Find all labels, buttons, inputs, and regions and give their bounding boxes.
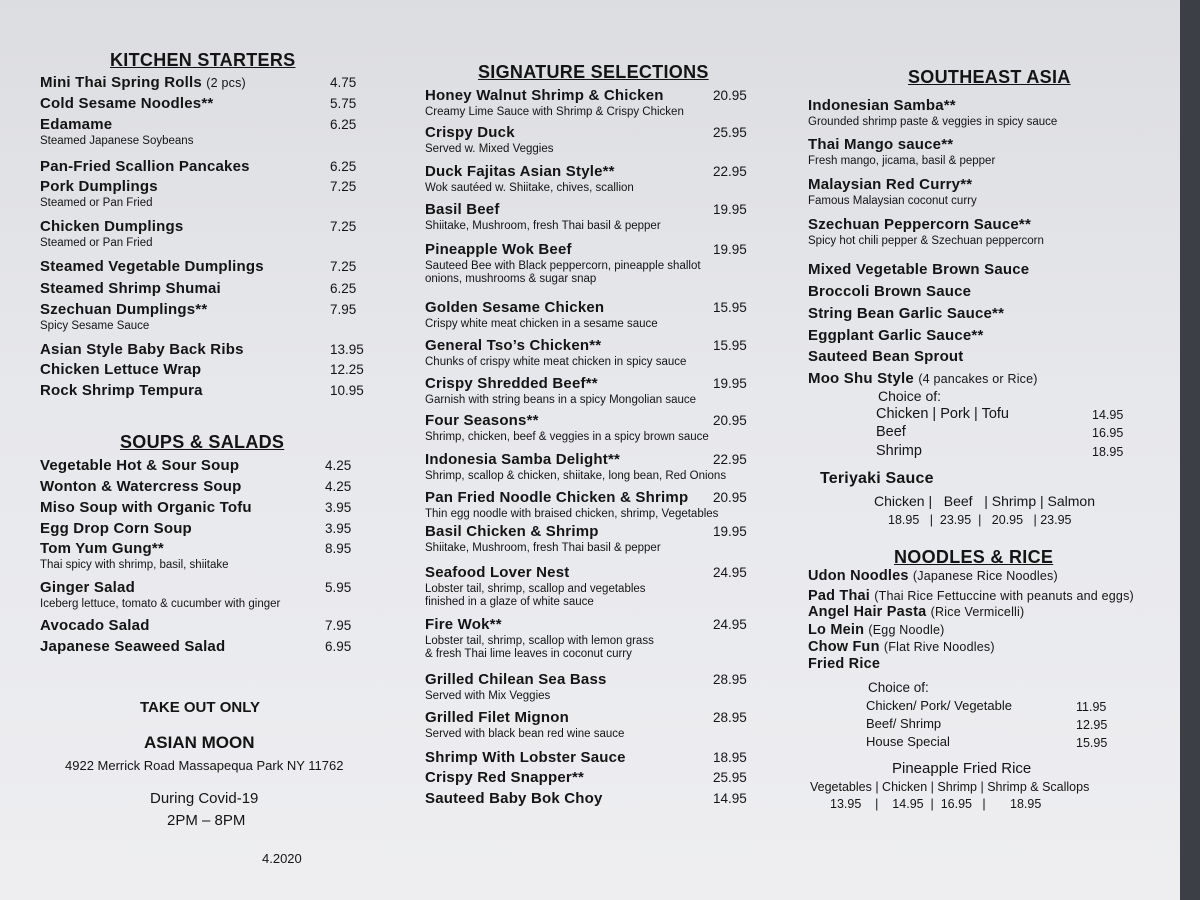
item-description: onions, mushrooms & sugar snap xyxy=(425,273,597,285)
item-description: Sauteed Bee with Black peppercorn, pineapple shallot xyxy=(425,260,701,272)
menu-item xyxy=(425,564,770,608)
item-name xyxy=(808,283,971,300)
item-name-text: Basil Beef xyxy=(425,201,500,218)
item-name-text: Sauteed Bean Sprout xyxy=(808,348,964,365)
item-name xyxy=(808,656,880,672)
item-name xyxy=(808,136,953,153)
item-note: (Japanese Rice Noodles) xyxy=(912,569,1058,583)
item-name-text: Fire Wok** xyxy=(425,616,502,633)
hours: 2PM – 8PM xyxy=(167,812,246,829)
item-name-text: Duck Fajitas Asian Style** xyxy=(425,163,615,180)
take-out-only: TAKE OUT ONLY xyxy=(140,699,261,716)
item-description: Famous Malaysian coconut curry xyxy=(808,195,977,207)
menu-item xyxy=(808,621,1148,639)
menu-item xyxy=(425,790,770,808)
item-price: 28.95 xyxy=(713,672,747,687)
item-name-text: Indonesian Samba** xyxy=(808,97,956,114)
item-name xyxy=(40,457,239,474)
menu-item xyxy=(808,283,1148,301)
item-description: Chunks of crispy white meat chicken in spicy sauce xyxy=(425,356,687,368)
menu-item xyxy=(40,520,370,538)
item-name xyxy=(40,341,244,358)
menu-item xyxy=(40,499,370,517)
item-name-text: Pan-Fried Scallion Pancakes xyxy=(40,158,250,175)
item-price: 20.95 xyxy=(713,88,747,103)
item-name-text: Japanese Seaweed Salad xyxy=(40,638,226,655)
item-name-text: Steamed Vegetable Dumplings xyxy=(40,258,264,275)
item-description: Steamed or Pan Fried xyxy=(40,237,153,249)
item-note: (2 pcs) xyxy=(206,76,246,90)
item-name xyxy=(808,568,1058,584)
item-price: 4.25 xyxy=(325,479,352,494)
item-name-text: Miso Soup with Organic Tofu xyxy=(40,499,252,516)
item-name xyxy=(40,520,192,537)
item-price: 8.95 xyxy=(325,541,352,556)
item-name xyxy=(425,790,603,807)
item-name xyxy=(808,588,1134,604)
item-price: 19.95 xyxy=(713,524,747,539)
item-price: 6.25 xyxy=(330,159,357,174)
item-description: finished in a glaze of white sauce xyxy=(425,596,594,608)
restaurant-name: ASIAN MOON xyxy=(144,733,255,752)
menu-item xyxy=(808,370,1148,388)
item-price: 22.95 xyxy=(713,452,747,467)
item-price: 7.95 xyxy=(325,618,352,633)
signature-selections-title: SIGNATURE SELECTIONS xyxy=(478,62,709,82)
menu-item xyxy=(40,280,370,298)
item-note: (Rice Vermicelli) xyxy=(930,605,1025,619)
item-name xyxy=(425,412,539,429)
item-name xyxy=(808,604,1024,620)
item-description: Thai spicy with shrimp, basil, shiitake xyxy=(40,559,229,571)
item-description: Grounded shrimp paste & veggies in spicy sauce xyxy=(808,116,1058,128)
item-price: 13.95 xyxy=(330,342,364,357)
item-price: 7.25 xyxy=(330,179,357,194)
item-name xyxy=(808,639,995,655)
choice-price: 12.95 xyxy=(1076,718,1108,732)
item-description: Crispy white meat chicken in a sesame sauce xyxy=(425,318,658,330)
menu-item xyxy=(40,178,370,209)
restaurant-address: 4922 Merrick Road Massapequa Park NY 11762 xyxy=(65,758,344,773)
menu-item xyxy=(808,216,1148,247)
item-price: 5.75 xyxy=(330,96,357,111)
item-price: 15.95 xyxy=(713,338,747,353)
menu-item xyxy=(425,451,770,482)
menu-item xyxy=(425,299,770,330)
item-description: Served with black bean red wine sauce xyxy=(425,728,625,740)
item-description: Shrimp, chicken, beef & veggies in a spicy brown sauce xyxy=(425,431,709,443)
item-description: Garnish with string beans in a spicy Mongolian sauce xyxy=(425,394,697,406)
item-name xyxy=(40,638,225,655)
menu-item xyxy=(425,489,770,520)
item-name xyxy=(808,216,1031,233)
item-name-text: Crispy Shredded Beef** xyxy=(425,375,598,392)
item-price: 10.95 xyxy=(330,383,364,398)
item-description: Iceberg lettuce, tomato & cucumber with ginger xyxy=(40,598,281,610)
item-name xyxy=(425,489,688,506)
choice-option: Chicken/ Pork/ Vegetable xyxy=(866,698,1012,713)
item-description: Shiitake, Mushroom, fresh Thai basil & pepper xyxy=(425,220,661,232)
menu-item xyxy=(808,348,1148,366)
pineapple-options: Vegetables | Chicken | Shrimp | Shrimp & Scallops xyxy=(810,780,1090,794)
choice-price: 16.95 xyxy=(1092,426,1124,440)
item-name xyxy=(40,382,203,399)
item-price: 3.95 xyxy=(325,521,352,536)
item-name-text: Vegetable Hot & Sour Soup xyxy=(40,457,240,474)
item-name-text: Fried Rice xyxy=(808,656,881,672)
item-name xyxy=(425,709,569,726)
choice-price: 18.95 xyxy=(1092,445,1124,459)
item-price: 14.95 xyxy=(713,791,747,806)
teriyaki-options: Chicken | Beef | Shrimp | Salmon xyxy=(874,493,1095,509)
item-price: 19.95 xyxy=(713,376,747,391)
choice-price: 15.95 xyxy=(1076,736,1108,750)
item-name-text: Edamame xyxy=(40,116,113,133)
menu-item xyxy=(40,638,370,656)
item-name-text: Pan Fried Noodle Chicken & Shrimp xyxy=(425,489,689,506)
item-price: 7.95 xyxy=(330,302,357,317)
item-price: 12.25 xyxy=(330,362,364,377)
menu-item xyxy=(425,201,770,232)
item-name-text: Broccoli Brown Sauce xyxy=(808,283,972,300)
item-name xyxy=(425,564,569,581)
menu-item xyxy=(425,163,770,194)
item-name xyxy=(425,671,607,688)
item-name-text: Golden Sesame Chicken xyxy=(425,299,605,316)
item-name xyxy=(425,241,572,258)
noodles-choice-label: Choice of: xyxy=(868,680,929,695)
item-name-text: Grilled Filet Mignon xyxy=(425,709,569,726)
menu-item xyxy=(425,749,770,767)
menu-item xyxy=(808,305,1148,323)
item-name xyxy=(425,124,515,141)
item-name xyxy=(40,116,112,133)
item-name xyxy=(425,87,664,104)
choice-option: Shrimp xyxy=(876,443,922,459)
item-name xyxy=(425,201,500,218)
item-description: Steamed or Pan Fried xyxy=(40,197,153,209)
item-description: Shiitake, Mushroom, fresh Thai basil & pepper xyxy=(425,542,661,554)
menu-item xyxy=(425,375,770,406)
menu-item xyxy=(40,478,370,496)
item-price: 7.25 xyxy=(330,219,357,234)
menu-item xyxy=(425,616,770,660)
item-price: 20.95 xyxy=(713,490,747,505)
item-name-text: Chow Fun xyxy=(808,639,880,655)
item-name xyxy=(40,95,213,112)
menu-item xyxy=(40,579,370,610)
item-description: Steamed Japanese Soybeans xyxy=(40,135,194,147)
item-name-text: Four Seasons** xyxy=(425,412,539,429)
item-name-text: Honey Walnut Shrimp & Chicken xyxy=(425,87,664,104)
menu-item xyxy=(808,261,1148,279)
item-price: 24.95 xyxy=(713,565,747,580)
item-name-text: Pork Dumplings xyxy=(40,178,158,195)
item-name-text: Avocado Salad xyxy=(40,617,150,634)
item-name xyxy=(40,218,183,235)
menu-item xyxy=(40,341,370,359)
item-name-text: String Bean Garlic Sauce** xyxy=(808,305,1005,322)
item-description: Lobster tail, shrimp, scallop and vegetables xyxy=(425,583,646,595)
menu-item xyxy=(40,158,370,176)
southeast-asia-title: SOUTHEAST ASIA xyxy=(908,67,1071,87)
menu-item xyxy=(40,95,370,113)
item-name xyxy=(425,451,620,468)
menu-item xyxy=(425,523,770,554)
item-name-text: Egg Drop Corn Soup xyxy=(40,520,192,537)
choice-option: House Special xyxy=(866,734,950,749)
item-price: 24.95 xyxy=(713,617,747,632)
teriyaki-prices: 18.95 | 23.95 | 20.95 | 23.95 xyxy=(888,513,1072,527)
item-name xyxy=(40,158,250,175)
item-price: 25.95 xyxy=(713,770,747,785)
item-name-text: Rock Shrimp Tempura xyxy=(40,382,203,399)
menu-item xyxy=(425,124,770,155)
pineapple-prices: 13.95 | 14.95 | 16.95 | 18.95 xyxy=(830,797,1042,811)
item-name-text: Chicken Lettuce Wrap xyxy=(40,361,202,378)
item-name-text: Lo Mein xyxy=(808,622,865,638)
choice-option: Beef xyxy=(876,424,906,440)
item-name xyxy=(808,327,984,344)
item-description: Shrimp, scallop & chicken, shiitake, long bean, Red Onions xyxy=(425,470,727,482)
item-name xyxy=(40,499,252,516)
choice-option: Beef/ Shrimp xyxy=(866,716,942,731)
item-description: Served w. Mixed Veggies xyxy=(425,143,554,155)
item-name-text: Szechuan Peppercorn Sauce** xyxy=(808,216,1031,233)
item-name-text: Angel Hair Pasta xyxy=(808,604,927,620)
menu-item xyxy=(808,567,1148,585)
item-name xyxy=(808,176,972,193)
item-name-text: Tom Yum Gung** xyxy=(40,540,164,557)
menu-item xyxy=(808,327,1148,345)
item-name-text: Cold Sesame Noodles** xyxy=(40,95,214,112)
menu-item xyxy=(40,361,370,379)
item-price: 15.95 xyxy=(713,300,747,315)
menu-date: 4.2020 xyxy=(262,851,302,866)
menu-item xyxy=(808,655,1148,673)
item-name-text: Grilled Chilean Sea Bass xyxy=(425,671,607,688)
item-description: Lobster tail, shrimp, scallop with lemon grass xyxy=(425,635,654,647)
item-name xyxy=(425,375,598,392)
menu-item xyxy=(808,638,1148,656)
item-price: 20.95 xyxy=(713,413,747,428)
menu-item xyxy=(808,603,1148,621)
item-description: Spicy hot chili pepper & Szechuan peppercorn xyxy=(808,235,1044,247)
item-name-text: Mixed Vegetable Brown Sauce xyxy=(808,261,1030,278)
item-name xyxy=(425,337,601,354)
kitchen-starters-title: KITCHEN STARTERS xyxy=(110,50,296,70)
item-name xyxy=(808,622,944,638)
menu-item xyxy=(40,218,370,249)
item-name-text: Sauteed Baby Bok Choy xyxy=(425,790,603,807)
menu-item xyxy=(425,671,770,702)
item-name-text: Chicken Dumplings xyxy=(40,218,184,235)
item-name-text: Eggplant Garlic Sauce** xyxy=(808,327,984,344)
item-name-text: Crispy Red Snapper** xyxy=(425,769,585,786)
item-description: Served with Mix Veggies xyxy=(425,690,551,702)
item-description: Spicy Sesame Sauce xyxy=(40,320,150,332)
item-name xyxy=(40,301,207,318)
item-name xyxy=(40,617,150,634)
menu-item xyxy=(40,617,370,635)
item-price: 25.95 xyxy=(713,125,747,140)
item-name-text: Szechuan Dumplings** xyxy=(40,301,208,318)
item-name-text: Basil Chicken & Shrimp xyxy=(425,523,599,540)
menu-item xyxy=(40,74,370,92)
item-name-text: Malaysian Red Curry** xyxy=(808,176,973,193)
item-name-text: Ginger Salad xyxy=(40,579,135,596)
item-name-text: Steamed Shrimp Shumai xyxy=(40,280,221,297)
covid-note: During Covid-19 xyxy=(150,790,259,807)
item-name xyxy=(808,348,964,365)
item-price: 6.25 xyxy=(330,281,357,296)
item-name-text: Pad Thai xyxy=(808,588,871,604)
item-price: 4.75 xyxy=(330,75,357,90)
item-name-text: General Tso’s Chicken** xyxy=(425,337,602,354)
item-price: 3.95 xyxy=(325,500,352,515)
item-name xyxy=(40,74,246,91)
item-name xyxy=(425,299,604,316)
choice-option: Chicken | Pork | Tofu xyxy=(876,406,1009,422)
item-name-text: Thai Mango sauce** xyxy=(808,136,954,153)
item-name-text: Crispy Duck xyxy=(425,124,515,141)
menu-item xyxy=(40,258,370,276)
menu-item xyxy=(40,382,370,400)
item-name-text: Shrimp With Lobster Sauce xyxy=(425,749,626,766)
menu-item xyxy=(425,241,770,285)
menu-item xyxy=(425,87,770,118)
item-name-text: Pineapple Wok Beef xyxy=(425,241,572,258)
item-description: & fresh Thai lime leaves in coconut curry xyxy=(425,648,632,660)
item-name-text: Mini Thai Spring Rolls xyxy=(40,74,202,91)
menu-item xyxy=(40,540,370,571)
menu-item xyxy=(808,176,1148,207)
item-name xyxy=(808,97,956,114)
item-price: 19.95 xyxy=(713,242,747,257)
item-description: Wok sautéed w. Shiitake, chives, scallion xyxy=(425,182,634,194)
item-price: 28.95 xyxy=(713,710,747,725)
menu-item xyxy=(425,769,770,787)
noodles-rice-title: NOODLES & RICE xyxy=(894,547,1054,567)
item-name-text: Asian Style Baby Back Ribs xyxy=(40,341,244,358)
item-description: Creamy Lime Sauce with Shrimp & Crispy Chicken xyxy=(425,106,684,118)
menu-item xyxy=(40,457,370,475)
item-name xyxy=(40,258,264,275)
item-description: Thin egg noodle with braised chicken, shrimp, Vegetables xyxy=(425,508,719,520)
item-name xyxy=(40,178,158,195)
menu-item xyxy=(425,709,770,740)
item-price: 6.25 xyxy=(330,117,357,132)
item-price: 7.25 xyxy=(330,259,357,274)
item-price: 18.95 xyxy=(713,750,747,765)
item-note: (Flat Rive Noodles) xyxy=(883,640,995,654)
item-name-text: Indonesia Samba Delight** xyxy=(425,451,621,468)
choice-price: 14.95 xyxy=(1092,408,1124,422)
item-name xyxy=(425,769,584,786)
menu-item xyxy=(425,412,770,443)
item-note: (4 pancakes or Rice) xyxy=(918,372,1038,386)
choice-price: 11.95 xyxy=(1076,700,1107,714)
menu-item xyxy=(425,337,770,368)
item-note: (Egg Noodle) xyxy=(868,623,945,637)
item-name xyxy=(40,280,221,297)
item-name xyxy=(808,305,1004,322)
item-name xyxy=(40,579,135,596)
item-name xyxy=(425,163,615,180)
item-name-text: Moo Shu Style xyxy=(808,370,914,387)
item-name xyxy=(808,370,1038,387)
item-price: 22.95 xyxy=(713,164,747,179)
item-price: 6.95 xyxy=(325,639,352,654)
item-price: 19.95 xyxy=(713,202,747,217)
item-note: (Thai Rice Fettuccine with peanuts and eggs) xyxy=(874,589,1134,603)
item-name xyxy=(40,478,242,495)
menu-item xyxy=(808,97,1148,128)
menu-item xyxy=(808,136,1148,167)
item-name xyxy=(40,540,164,557)
pineapple-fried-rice-name: Pineapple Fried Rice xyxy=(892,760,1032,777)
item-name xyxy=(425,616,502,633)
item-name xyxy=(40,361,201,378)
item-name xyxy=(808,261,1029,278)
item-description: Fresh mango, jicama, basil & pepper xyxy=(808,155,996,167)
teriyaki-name: Teriyaki Sauce xyxy=(820,470,934,487)
item-name-text: Seafood Lover Nest xyxy=(425,564,570,581)
soups-salads-title: SOUPS & SALADS xyxy=(120,432,285,452)
moo-shu-choice-label: Choice of: xyxy=(878,388,942,404)
item-name-text: Wonton & Watercress Soup xyxy=(40,478,242,495)
item-name-text: Udon Noodles xyxy=(808,568,909,584)
item-price: 4.25 xyxy=(325,458,352,473)
menu-item xyxy=(40,301,370,332)
item-name xyxy=(425,749,626,766)
item-price: 5.95 xyxy=(325,580,352,595)
menu-item xyxy=(40,116,370,147)
item-name xyxy=(425,523,599,540)
